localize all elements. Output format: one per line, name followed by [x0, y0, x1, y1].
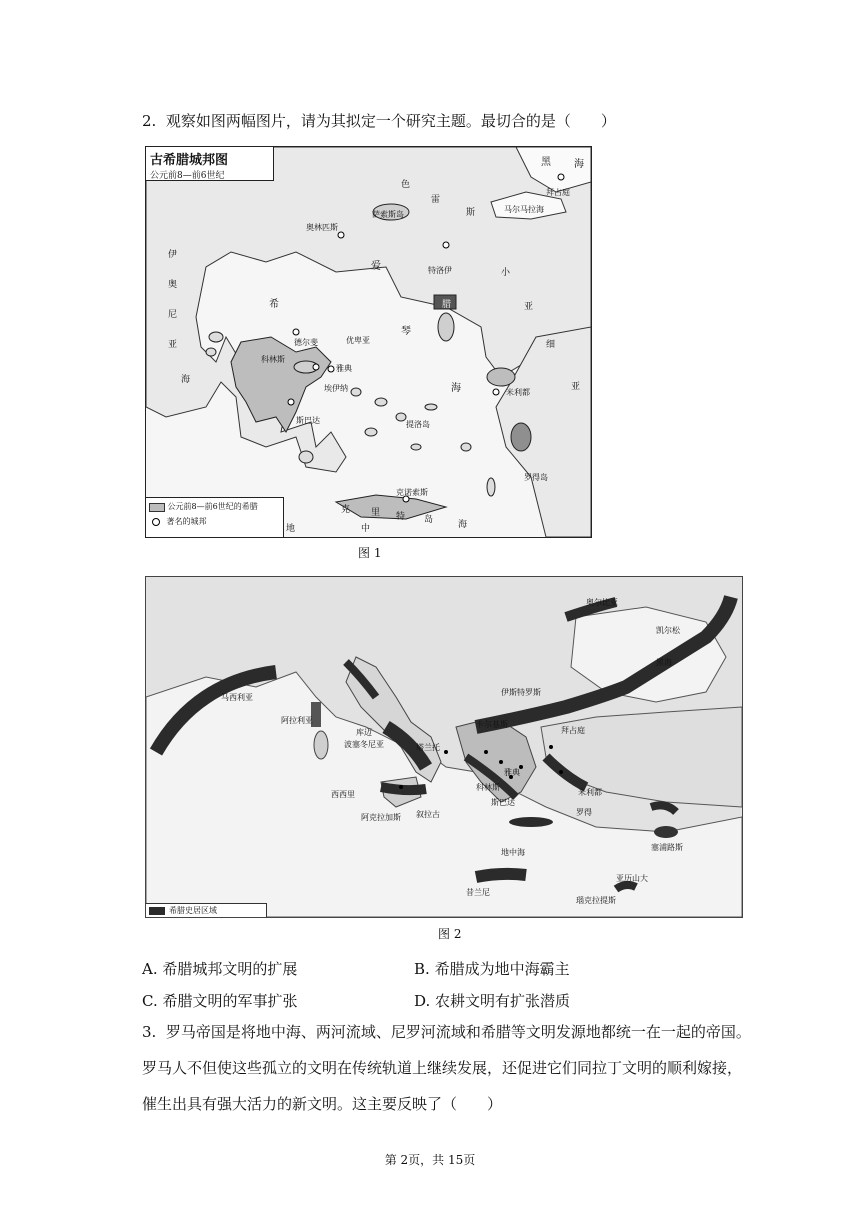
map-label: 克: [341, 505, 351, 515]
map-title-box: [146, 147, 274, 181]
map-label: 中: [361, 524, 371, 534]
map2-label: 科林斯: [476, 783, 500, 792]
question-3-line-2: 罗马人不但使这些孤立的文明在传统轨道上继续发展，还促进它们同拉丁文明的顺利嫁接，: [142, 1059, 743, 1077]
map-label: 希: [269, 299, 279, 310]
map2-label: 阿拉利亚: [281, 716, 313, 725]
map-label: 地: [286, 524, 296, 534]
map-label: 米利都: [506, 388, 530, 397]
option-b[interactable]: [414, 958, 570, 979]
map2-label: 塔兰托: [416, 743, 440, 752]
map-label: 爱: [371, 261, 381, 272]
map-label: 小: [501, 268, 511, 278]
option-c[interactable]: [142, 990, 298, 1011]
option-text: 希腊成为地中海霸主: [434, 960, 570, 978]
figure-1-caption: 图 1: [358, 546, 382, 560]
map2-label: 拜占庭: [561, 726, 585, 735]
map2-label: 伊斯特罗斯: [501, 688, 541, 697]
map-legend: [146, 497, 284, 537]
option-letter: A.: [142, 960, 158, 978]
map-label: 奥林匹斯: [306, 223, 338, 232]
map2-legend: 希腊史居区域: [146, 903, 267, 918]
map2-label: 阿克拉加斯: [361, 813, 401, 822]
map-label: 色: [401, 180, 411, 190]
question-number: 3.: [142, 1023, 157, 1041]
map-label: 斯巴达: [296, 416, 320, 425]
option-letter: B.: [414, 960, 430, 978]
option-letter: C.: [142, 992, 158, 1010]
option-text: 农耕文明有扩张潜质: [435, 992, 571, 1010]
option-text: 希腊城邦文明的扩展: [162, 960, 298, 978]
map-label: 萨索斯岛: [372, 210, 404, 219]
map-label: 优卑亚: [346, 336, 370, 345]
map-label: 亚: [571, 382, 581, 392]
map2-label: 罗得: [576, 808, 592, 817]
page-footer: 第 2页，共 15页: [384, 1153, 476, 1167]
map-label: 特洛伊: [428, 266, 452, 275]
map-label: 斯: [466, 208, 476, 218]
map-label: 尼: [168, 310, 178, 320]
map2-label: 塞浦路斯: [651, 843, 683, 852]
map-label: 科林斯: [261, 355, 285, 364]
map2-label: 波塞冬尼亚: [344, 740, 384, 749]
map2-label: 昔兰尼: [466, 888, 490, 897]
legend-item-greece: 公元前8—前6世纪的希腊: [149, 501, 280, 512]
map-label: 埃伊纳: [324, 384, 348, 393]
option-text: 希腊文明的军事扩张: [162, 992, 298, 1010]
map-label: 雷: [431, 195, 441, 205]
map-subtitle: 公元前8—前6世纪: [150, 171, 225, 181]
map-label: 奥: [168, 280, 178, 290]
map-label: 马尔马拉海: [504, 205, 544, 214]
question-text: 观察如图两幅图片，请为其拟定一个研究主题。最切合的是（ ）: [165, 112, 616, 130]
map2-label: 西西里: [331, 790, 355, 799]
map-label: 提洛岛: [406, 420, 430, 429]
map-label: 岛: [424, 515, 434, 525]
map2-label: 地中海: [501, 848, 525, 857]
legend-item-citystate: 著名的城邦: [149, 516, 280, 527]
map2-label: 凯尔松: [656, 626, 680, 635]
map-label: 特: [396, 512, 406, 522]
question-2-stem: [142, 111, 616, 131]
map-label: 腊: [442, 300, 452, 310]
map-title: 古希腊城邦图: [150, 153, 229, 168]
map-label: 海: [458, 520, 468, 530]
figure-1-map: [145, 146, 592, 538]
map2-label: 叙拉古: [416, 810, 440, 819]
map2-label: 卡尔基斯: [476, 720, 508, 729]
question-3-line-1: 3. 罗马帝国是将地中海、两河流域、尼罗河流域和希腊等文明发源地都统一在一起的帝国。: [142, 1023, 751, 1041]
map-label: 德尔斐: [294, 338, 318, 347]
figure-2-map: [145, 576, 743, 918]
map-label: 亚: [168, 340, 178, 350]
question-3-line-3: 催生出具有强大活力的新文明。这主要反映了（ ）: [142, 1095, 503, 1113]
map2-label: 库迈: [356, 728, 372, 737]
option-d[interactable]: [414, 990, 570, 1011]
map-label: 里: [371, 508, 381, 518]
map2-label: 瑙克拉提斯: [576, 896, 616, 905]
greek-colonization-map: [146, 577, 742, 917]
map2-label: 米利都: [578, 788, 602, 797]
map-label: 海: [574, 159, 584, 170]
map-label: 亚: [524, 302, 534, 312]
map2-label: 马西利亚: [221, 693, 253, 702]
map-label: 雅典: [336, 364, 352, 373]
map2-label: 黑海: [656, 658, 672, 667]
map-label: 罗得岛: [524, 473, 548, 482]
map2-label: 雅典: [504, 768, 520, 777]
map-label: 海: [451, 383, 461, 394]
map-label: 伊: [168, 250, 178, 260]
map2-label: 亚历山大: [616, 874, 648, 883]
map-label: 细: [546, 340, 556, 350]
figure-2-caption: 图 2: [438, 927, 462, 941]
option-letter: D.: [414, 992, 431, 1010]
option-a[interactable]: [142, 958, 297, 979]
map-label: 海: [181, 375, 191, 385]
map-label: 克诺索斯: [396, 488, 428, 497]
map2-label: 斯巴达: [491, 798, 515, 807]
map-label: 琴: [401, 326, 411, 337]
question-number: 2.: [142, 112, 157, 130]
map-label: 拜占庭: [546, 188, 570, 197]
map-label: 黑: [541, 157, 551, 168]
map2-label: 奥尔比亚: [586, 598, 618, 607]
